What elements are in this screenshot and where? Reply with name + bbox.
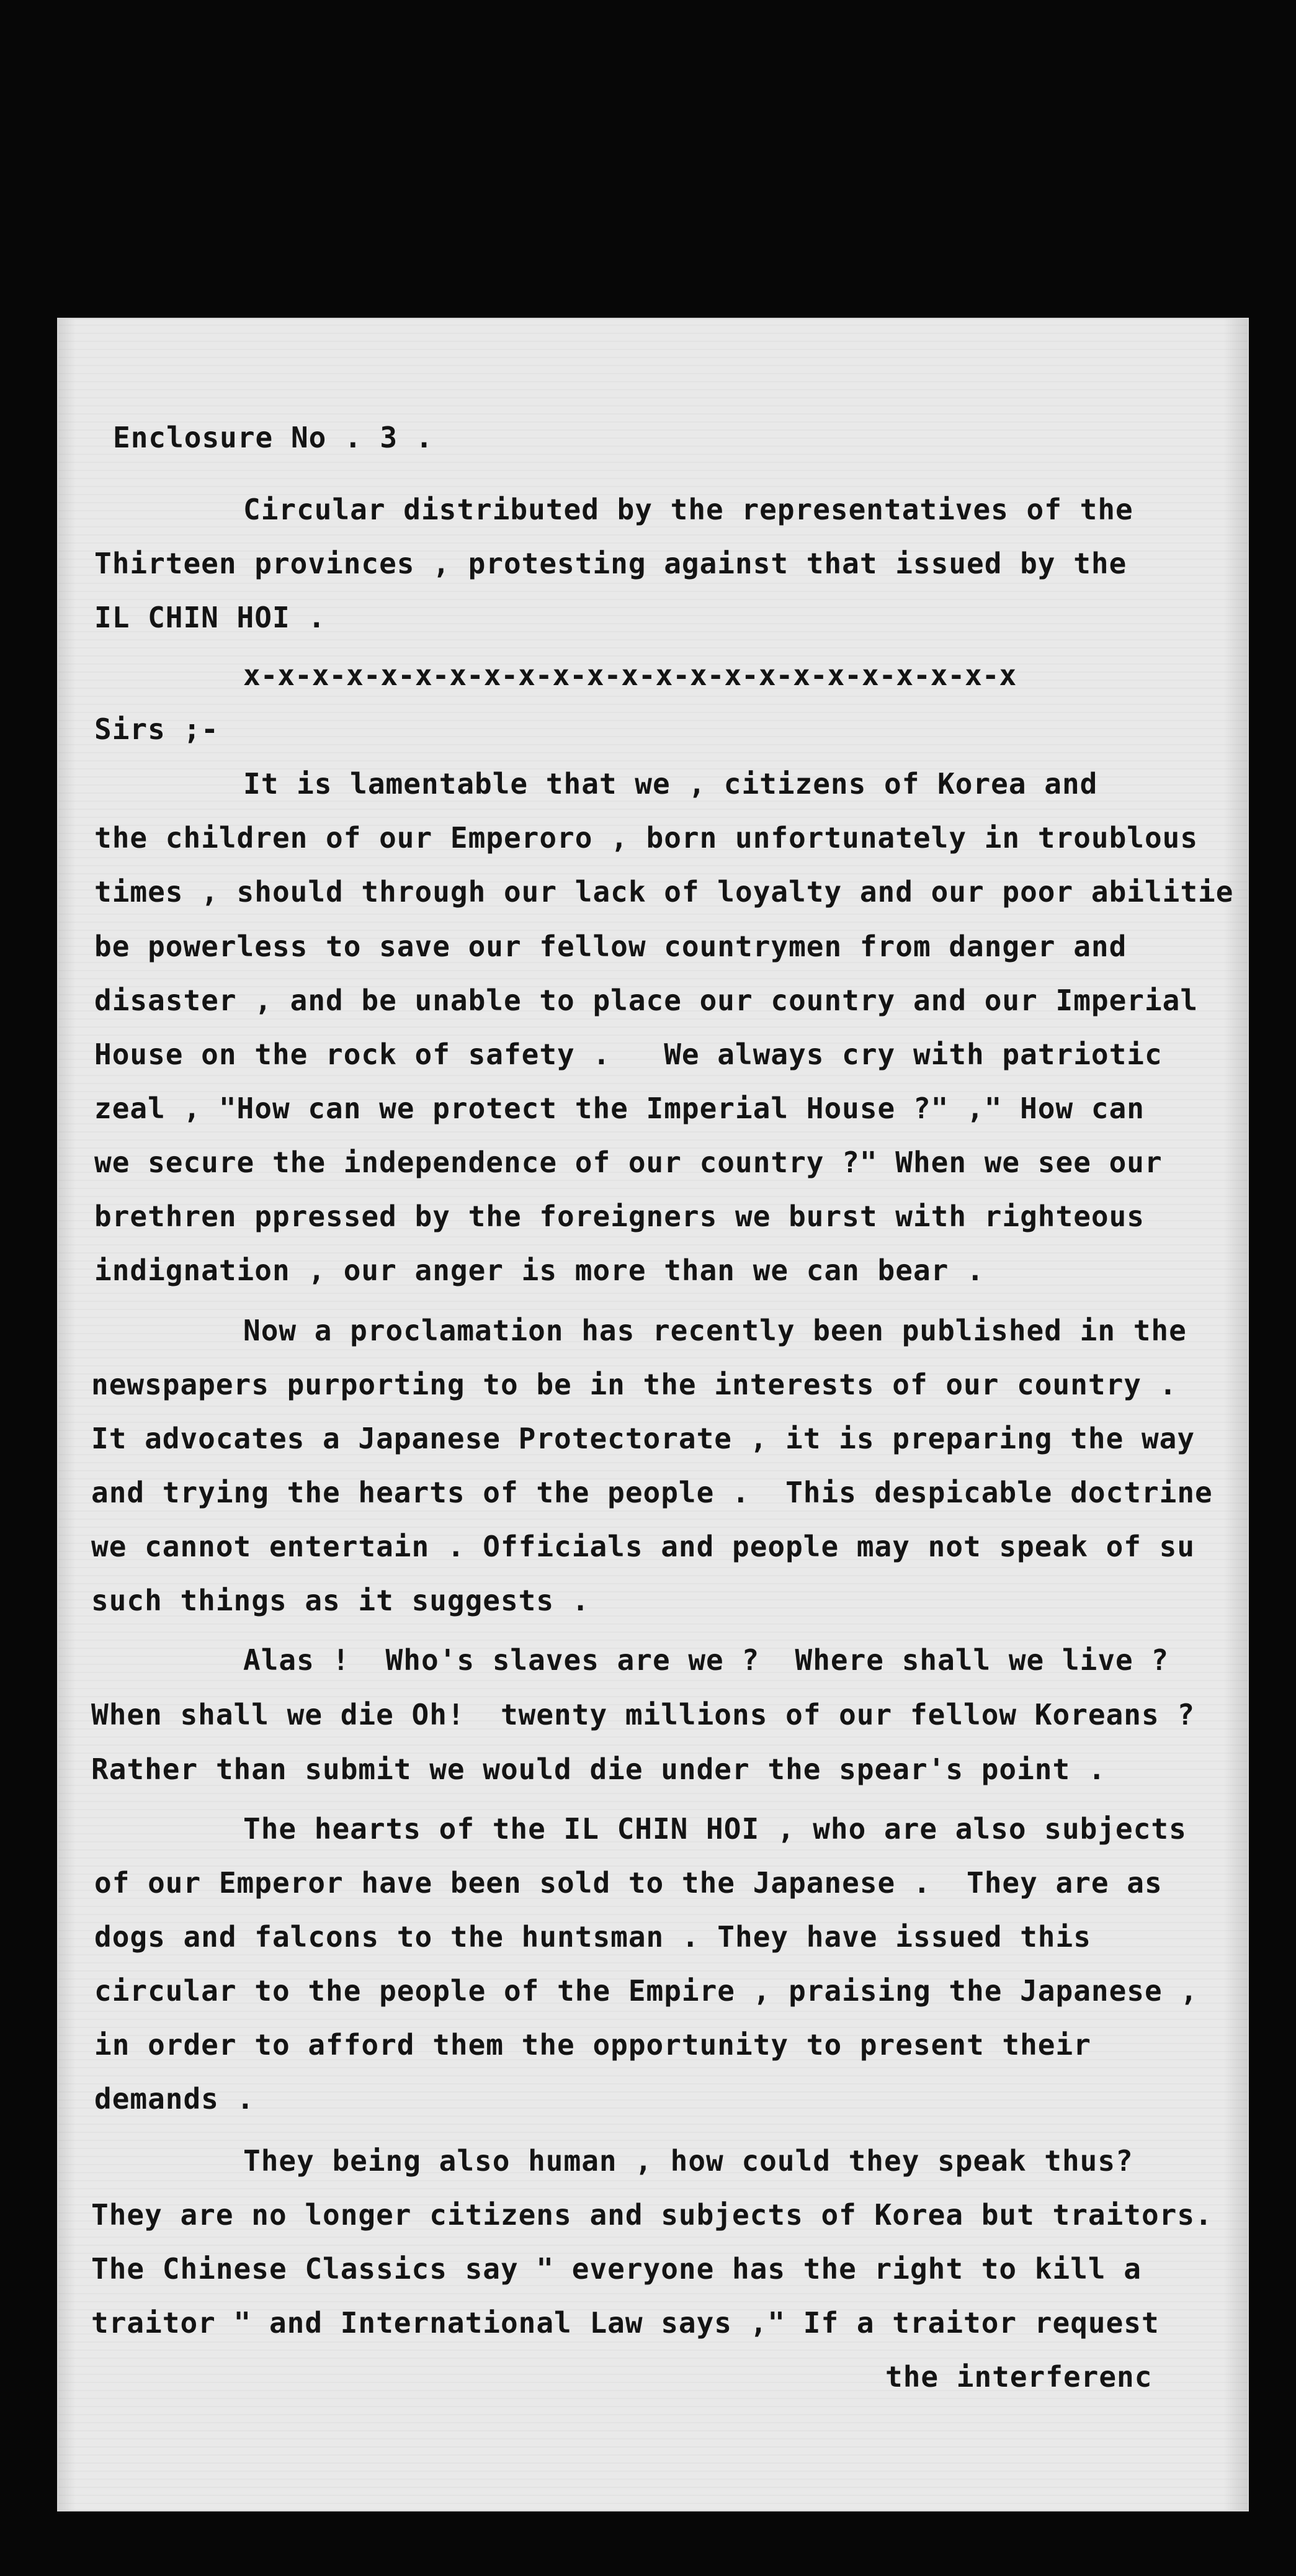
text-line: we secure the independence of our country ?" When we see our: [94, 1146, 1163, 1179]
text-line: such things as it suggests .: [91, 1584, 590, 1617]
text-line: of our Emperor have been sold to the Japanese . They are as: [94, 1866, 1163, 1900]
text-line: demands .: [94, 2082, 255, 2116]
text-line: IL CHIN HOI .: [94, 601, 326, 634]
text-line: be powerless to save our fellow countrymen from danger and: [94, 930, 1127, 963]
separator-line: x-x-x-x-x-x-x-x-x-x-x-x-x-x-x-x-x-x-x-x-x-x-x: [243, 658, 1017, 692]
text-line: They being also human , how could they speak thus?: [243, 2144, 1133, 2178]
text-line: and trying the hearts of the people . This despicable doctrine: [91, 1476, 1213, 1509]
text-line: Now a proclamation has recently been published in the: [243, 1314, 1187, 1347]
text-line: It advocates a Japanese Protectorate , it is preparing the way: [91, 1422, 1195, 1455]
text-line: newspapers purporting to be in the interests of our country .: [91, 1368, 1178, 1401]
text-line: disaster , and be unable to place our country and our Imperial: [94, 984, 1199, 1017]
text-line: we cannot entertain . Officials and people may not speak of su: [91, 1530, 1195, 1563]
text-line: They are no longer citizens and subjects of Korea but traitors.: [91, 2198, 1213, 2232]
text-line: traitor " and International Law says ," If a traitor request: [91, 2306, 1160, 2340]
text-line: House on the rock of safety . We always cry with patriotic: [94, 1038, 1163, 1071]
salutation: Sirs ;-: [94, 712, 219, 746]
text-line: times , should through our lack of loyalty and our poor abilitie: [94, 875, 1234, 909]
text-line: Alas ! Who's slaves are we ? Where shall we live ?: [243, 1643, 1169, 1677]
text-line: Rather than submit we would die under the spear's point .: [91, 1752, 1106, 1786]
text-line: the children of our Emperoro , born unfortunately in troublous: [94, 821, 1199, 855]
text-line: zeal , "How can we protect the Imperial House ?" ," How can: [94, 1092, 1145, 1125]
text-line: brethren ppressed by the foreigners we burst with righteous: [94, 1200, 1145, 1233]
text-line: The hearts of the IL CHIN HOI , who are also subjects: [243, 1812, 1187, 1846]
text-line: indignation , our anger is more than we can bear .: [94, 1254, 985, 1287]
document-page: [57, 318, 1249, 2511]
text-line: circular to the people of the Empire , praising the Japanese ,: [94, 1974, 1199, 2008]
text-line: When shall we die Oh! twenty millions of our fellow Koreans ?: [91, 1698, 1195, 1731]
enclosure-heading: Enclosure No . 3 .: [113, 421, 434, 454]
text-line: The Chinese Classics say " everyone has the right to kill a: [91, 2252, 1142, 2286]
text-line: Thirteen provinces , protesting against that issued by the: [94, 547, 1127, 580]
text-line: dogs and falcons to the huntsman . They have issued this: [94, 1920, 1091, 1954]
text-line: the interferenc: [885, 2360, 1153, 2394]
text-line: Circular distributed by the representatives of the: [243, 493, 1133, 526]
text-line: in order to afford them the opportunity to present their: [94, 2028, 1091, 2062]
text-line: It is lamentable that we , citizens of Korea and: [243, 767, 1098, 801]
